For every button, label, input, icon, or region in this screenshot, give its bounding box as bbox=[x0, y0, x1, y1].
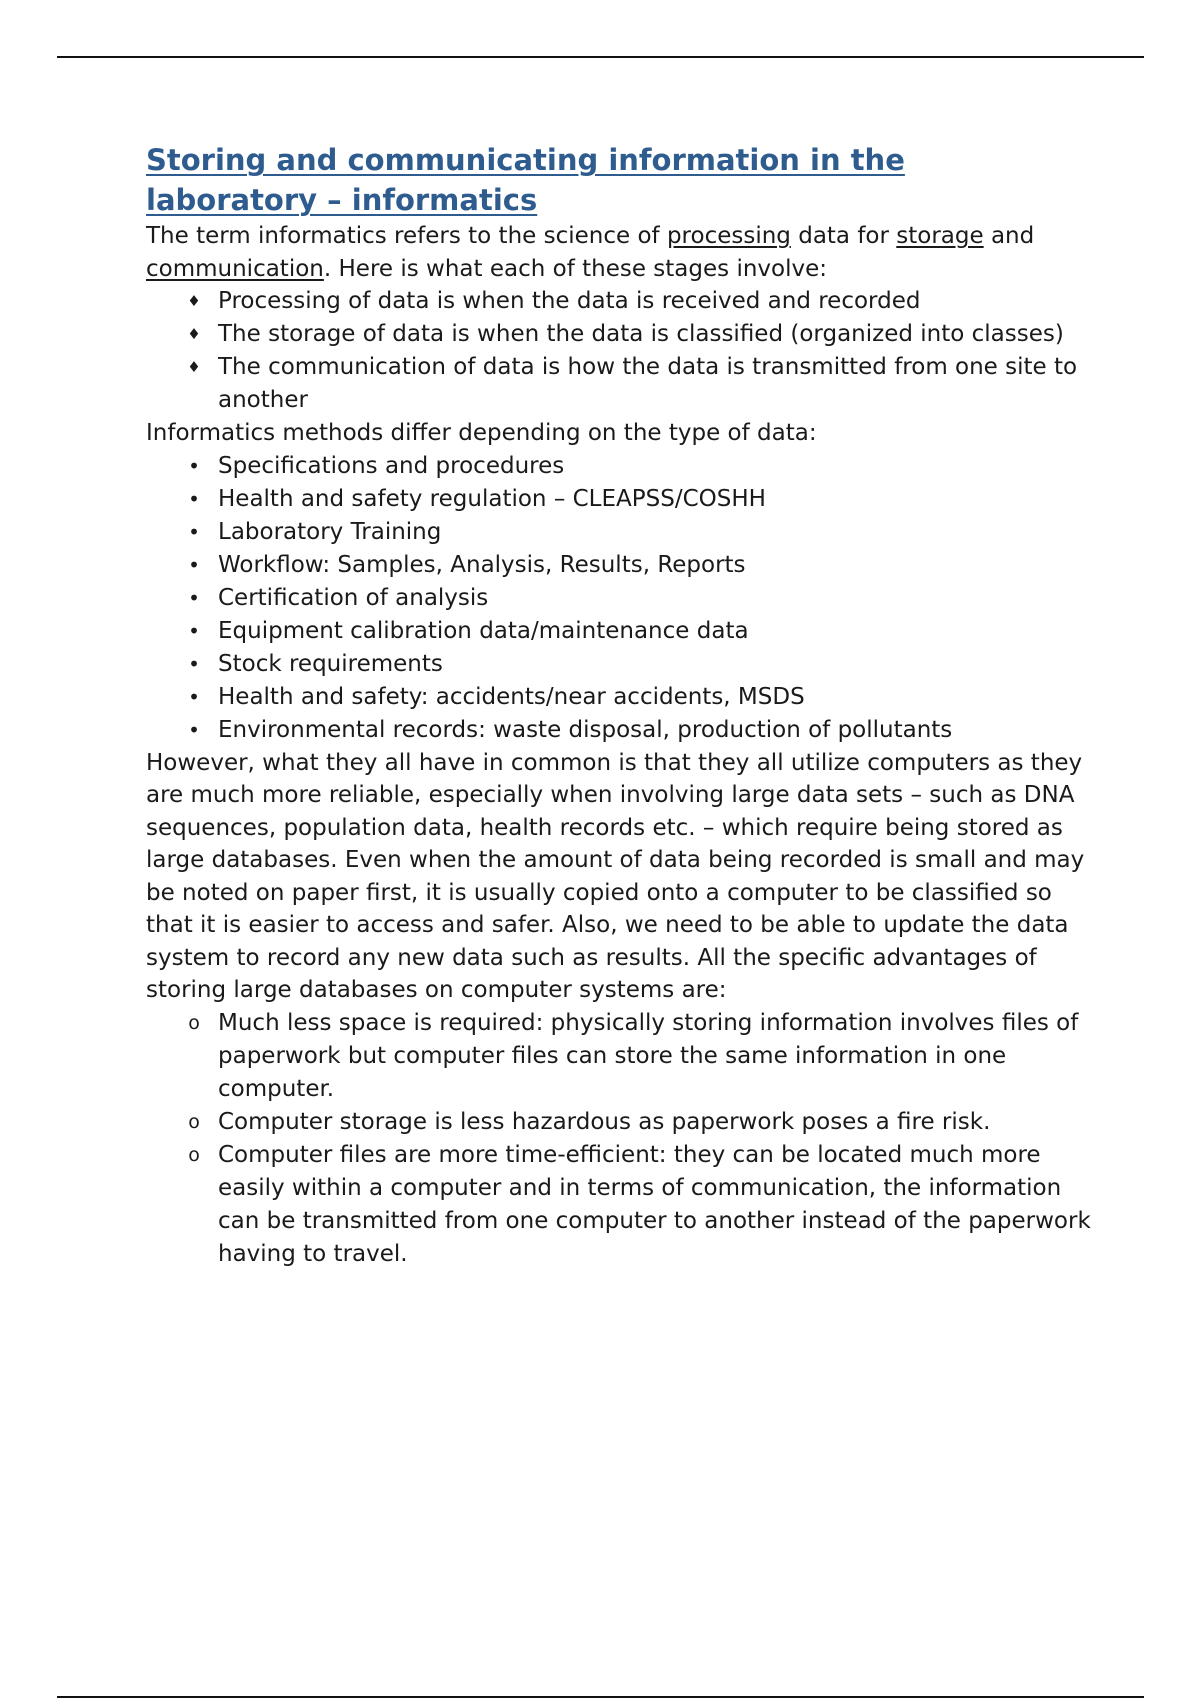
list-item bbox=[146, 582, 1091, 615]
list-item bbox=[146, 1007, 1091, 1106]
stage-text: Processing of data is when the data is received and recorded bbox=[218, 288, 921, 314]
title-line-1: Storing and communicating information in the bbox=[146, 143, 905, 177]
method-text: Health and safety: accidents/near accidents, MSDS bbox=[218, 683, 805, 710]
list-item bbox=[146, 648, 1091, 681]
dot-bullet-icon: • bbox=[188, 552, 200, 577]
list-item bbox=[146, 450, 1091, 483]
stage-text: The storage of data is when the data is classified (organized into classes) bbox=[218, 321, 1064, 347]
method-text: Certification of analysis bbox=[218, 584, 489, 611]
title-line-2: laboratory – informatics bbox=[146, 183, 538, 217]
dot-bullet-icon: • bbox=[188, 486, 200, 511]
term-storage: storage bbox=[896, 223, 984, 249]
intro-text-1: The term informatics refers to the science of bbox=[146, 223, 667, 249]
list-item bbox=[146, 1106, 1091, 1139]
circle-bullet-icon: o bbox=[188, 1110, 200, 1133]
methods-list bbox=[146, 450, 1091, 747]
term-communication: communication bbox=[146, 255, 324, 282]
list-item bbox=[146, 318, 1091, 351]
list-item bbox=[146, 615, 1091, 648]
intro-text-4: . Here is what each of these stages involve: bbox=[323, 255, 827, 282]
list-item bbox=[146, 1139, 1091, 1271]
dot-bullet-icon: • bbox=[188, 453, 200, 478]
list-item bbox=[146, 351, 1091, 417]
stages-list bbox=[146, 285, 1091, 417]
footer-rule bbox=[57, 1696, 1144, 1698]
page-title bbox=[146, 140, 1091, 220]
circle-bullet-icon: o bbox=[188, 1011, 200, 1034]
advantages-list bbox=[146, 1007, 1091, 1271]
methods-intro: Informatics methods differ depending on the type of data: bbox=[146, 420, 817, 446]
advantage-text: Computer storage is less hazardous as paperwork poses a fire risk. bbox=[218, 1108, 991, 1135]
list-item bbox=[146, 714, 1091, 747]
dot-bullet-icon: • bbox=[188, 717, 200, 742]
method-text: Environmental records: waste disposal, production of pollutants bbox=[218, 716, 953, 743]
list-item bbox=[146, 549, 1091, 582]
method-text: Equipment calibration data/maintenance data bbox=[218, 617, 749, 644]
term-processing: processing bbox=[666, 223, 791, 249]
dot-bullet-icon: • bbox=[188, 651, 200, 676]
method-text: Stock requirements bbox=[218, 650, 443, 677]
list-item bbox=[146, 285, 1091, 318]
list-item bbox=[146, 516, 1091, 549]
method-text: Health and safety regulation – CLEAPSS/COSHH bbox=[218, 485, 766, 512]
intro-paragraph bbox=[146, 220, 1091, 285]
dot-bullet-icon: • bbox=[188, 684, 200, 709]
dot-bullet-icon: • bbox=[188, 585, 200, 610]
header-rule bbox=[57, 56, 1144, 58]
circle-bullet-icon: o bbox=[188, 1143, 200, 1166]
intro-text-2: data for bbox=[790, 223, 897, 249]
common-paragraph: However, what they all have in common is that they all utilize computers as they are much more reliable, especially when involving large data sets – such as DNA sequences, population data, health records etc. – which require being stored as large databases. Even when the amount of data being recorded is small and may be noted on paper first, it is usually copied onto a computer to be classified so that it is easier to access and safer. Also, we need to be able to update the data system to record any new data such as results. All the specific advantages of storing large databases on computer systems are: bbox=[146, 749, 1085, 1003]
list-item bbox=[146, 681, 1091, 714]
list-item bbox=[146, 483, 1091, 516]
intro-text-3: and bbox=[983, 223, 1035, 249]
diamond-bullet-icon: ♦ bbox=[187, 292, 201, 310]
stage-text: The communication of data is how the data is transmitted from one site to another bbox=[218, 354, 1078, 413]
dot-bullet-icon: • bbox=[188, 519, 200, 544]
method-text: Laboratory Training bbox=[218, 518, 442, 545]
dot-bullet-icon: • bbox=[188, 618, 200, 643]
method-text: Workflow: Samples, Analysis, Results, Reports bbox=[218, 551, 746, 578]
advantage-text: Computer files are more time-efficient: they can be located much more easily within a computer and in terms of communication, the information can be transmitted from one computer to another instead of the paperwork having to travel. bbox=[218, 1141, 1091, 1267]
advantage-text: Much less space is required: physically storing information involves files of paperwork but computer files can store the same information in one computer. bbox=[218, 1009, 1079, 1102]
method-text: Specifications and procedures bbox=[218, 452, 565, 479]
diamond-bullet-icon: ♦ bbox=[187, 325, 201, 343]
diamond-bullet-icon: ♦ bbox=[187, 358, 201, 376]
document-body bbox=[146, 140, 1091, 1271]
